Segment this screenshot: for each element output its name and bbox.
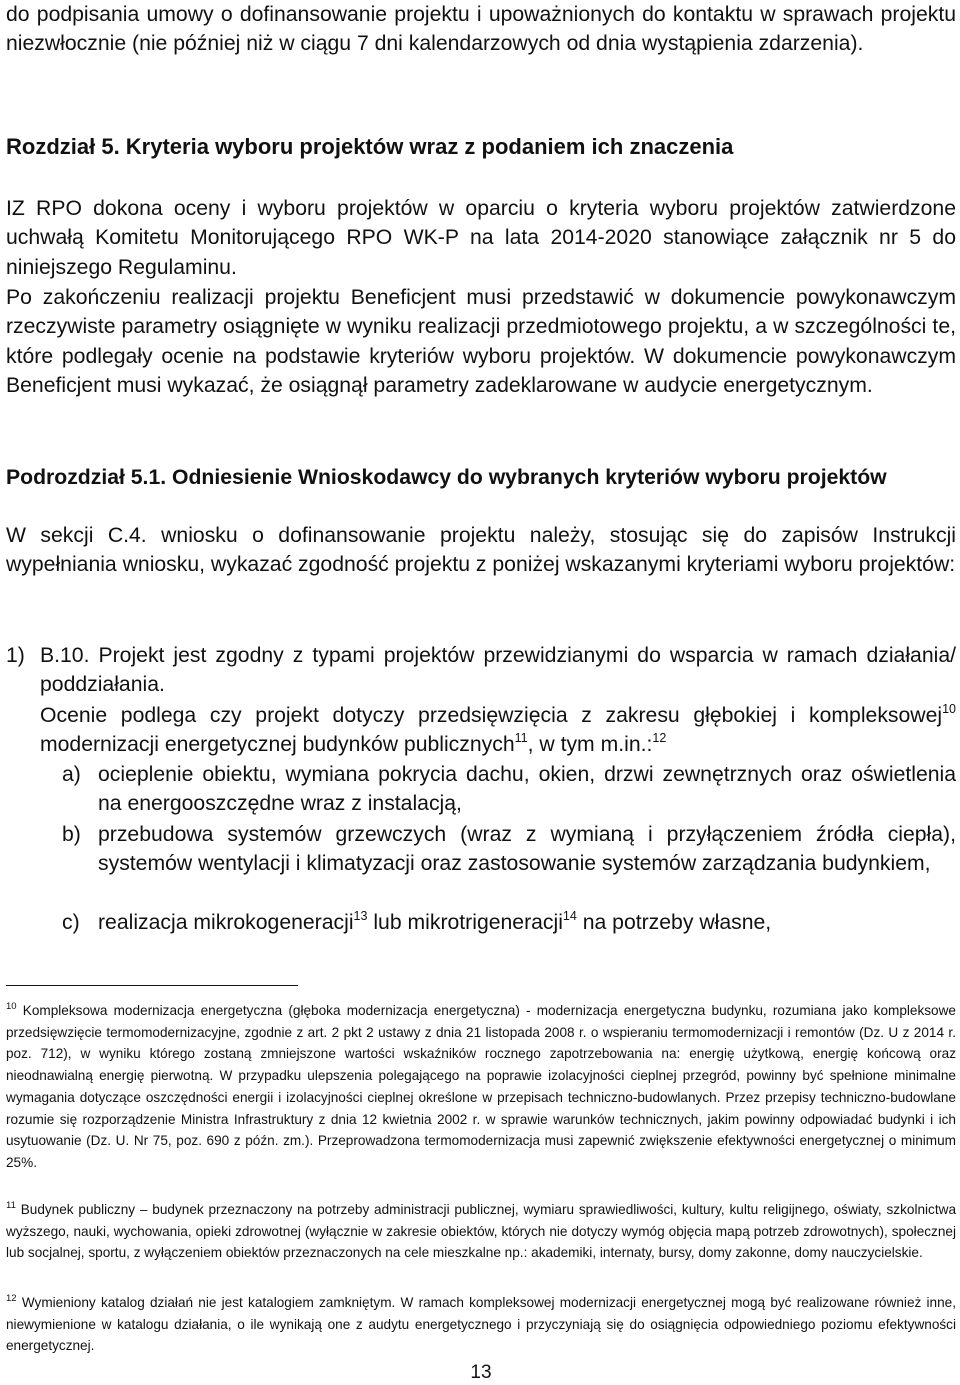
- paragraph-sekcja-c4: W sekcji C.4. wniosku o dofinansowanie projektu należy, stosując się do zapisów Instrukcji wypełniania wniosku, wykazać zgodność projektu z poniżej wskazanymi kryteriami wyboru projektów:: [6, 524, 956, 577]
- subitem-letter-b: b): [62, 823, 81, 846]
- subchapter-heading: Podrozdział 5.1. Odniesienie Wnioskodawcy do wybranych kryteriów wyboru projektów: [6, 466, 887, 489]
- footnote-ref-12: 12: [652, 731, 667, 746]
- footnote-10: [6, 1000, 956, 1174]
- subitem-letter-c: c): [62, 911, 80, 934]
- footnote-number-12: 12: [6, 1293, 17, 1304]
- footnote-number-11: 11: [6, 1200, 16, 1211]
- ocenie-text-a: Ocenie podlega czy projekt dotyczy przedsięwzięcia z zakresu głębokiej i kompleksowej: [40, 704, 943, 727]
- criterion-b10: B.10. Projekt jest zgodny z typami projektów przewidzianymi do wsparcia w ramach działania/ poddziałania.: [40, 644, 956, 697]
- paragraph-beneficjent: Po zakończeniu realizacji projektu Beneficjent musi przedstawić w dokumencie powykonawczym rzeczywiste parametry osiągnięte w wyniku realizacji przedmiotowego projektu, a w szczególności te, które podlegały ocenie na podstawie kryteriów wyboru projektów. W dokumencie powykonawczym Beneficjent musi wykazać, że osiągnął parametry zadeklarowane w audycie energetycznym.: [6, 286, 956, 398]
- chapter-heading: Rozdział 5. Kryteria wyboru projektów wraz z podaniem ich znaczenia: [6, 134, 734, 159]
- footnote-ref-13: 13: [353, 909, 368, 923]
- footnote-separator: [6, 985, 298, 986]
- page-number: 13: [470, 1362, 492, 1383]
- footnote-ref-11: 11: [514, 731, 528, 746]
- paragraph-iz-rpo: IZ RPO dokona oceny i wyboru projektów w oparciu o kryteria wyboru projektów zatwierdzone uchwałą Komitetu Monitorującego RPO WK-P na lata 2014-2020 stanowiące załącznik nr 5 do niniejszego Regulaminu.: [6, 197, 956, 279]
- subitem-a: ocieplenie obiektu, wymiana pokrycia dachu, okien, drzwi zewnętrznych oraz oświetlenia na energooszczędne wraz z instalacją,: [98, 763, 956, 816]
- ocenie-text-b: modernizacji energetycznej budynków publicznych: [40, 733, 515, 757]
- footnote-text-10: Kompleksowa modernizacja energetyczna (głęboka modernizacja energetyczna) - modernizacja energetyczna budynku, rozumiana jako kompleksowe przedsięwzięcie termomodernizacyjne, zgodnie z art. 2 pkt 2 ustawy z dnia 21 listopada 2008 r. o wspieraniu termomodernizacji i remontów (Dz. U z 2014 r. poz. 712), w wyniku którego zostaną zmniejszone wartości wskaźników rocznego zapotrzebowania na: energię użytkową, energię końcową oraz nieodnawialną energię pierwotną. W przypadku ulepszenia polegającego na poprawie izolacyjności cieplnej przegród, powinny być spełnione minimalne wymagania dotyczące oszczędności energii i izolacyjności cieplnej określone w przepisach techniczno-budowlanych. Przez przepisy techniczno-budowlane rozumie się rozporządzenie Ministra Infrastruktury z dnia 12 kwietnia 2002 r. w sprawie warunków technicznych, jakim powinny odpowiadać budynki i ich usytuowanie (Dz. U. Nr 75, poz. 690 z późn. zm.). Przeprowadzona termomodernizacja musi zapewnić zwiększenie efektywności energetycznej o minimum 25%.: [6, 1003, 956, 1170]
- ocenie-paragraph: [40, 701, 956, 760]
- footnote-ref-14: 14: [562, 909, 577, 923]
- footnote-text-11: Budynek publiczny – budynek przeznaczony na potrzeby administracji publicznej, wymiaru sprawiedliwości, kultury, kultu religijnego, oświaty, szkolnictwa wyższego, nauki, wychowania, opieki zdrowotnej (wyłącznie w zakresie obiektów, których nie dotyczy wymóg objęcia mapą potrzeb zdrowotnych), społecznej lub socjalnej, sportu, z wyłączeniem obiektów przeznaczonych na cele mieszkalne np.: akademiki, internaty, bursy, domy zakonne, domy nauczycielskie.: [6, 1202, 957, 1261]
- subitem-c-text-b: lub mikrotrigeneracji: [367, 911, 563, 934]
- footnote-number-10: 10: [6, 1001, 17, 1012]
- subitem-letter-a: a): [62, 763, 81, 786]
- intro-paragraph: do podpisania umowy o dofinansowanie projektu i upoważnionych do kontaktu w sprawach projektu niezwłocznie (nie później niż w ciągu 7 dni kalendarzowych od dnia wystąpienia zdarzenia).: [6, 3, 956, 56]
- subitem-b: przebudowa systemów grzewczych (wraz z wymianą i przyłączeniem źródła ciepła), systemów wentylacji i klimatyzacji oraz zastosowanie systemów zarządzania budynkiem,: [98, 823, 956, 876]
- footnote-12: [6, 1292, 956, 1357]
- list-number-1: 1): [6, 644, 25, 667]
- footnote-ref-10: 10: [942, 702, 956, 716]
- subitem-c: [98, 908, 956, 937]
- ocenie-text-c: , w tym m.in.:: [527, 733, 653, 757]
- subitem-c-text-c: na potrzeby własne,: [576, 911, 772, 934]
- footnote-text-12: Wymieniony katalog działań nie jest katalogiem zamkniętym. W ramach kompleksowej modernizacji energetycznej mogą być realizowane również inne, niewymienione w katalogu działania, o ile wynikają one z audytu energetycznego i przyczyniają się do osiągnięcia odpowiedniego poziomu efektywności energetycznej.: [6, 1295, 956, 1354]
- subitem-c-text-a: realizacja mikrokogeneracji: [98, 911, 354, 934]
- footnote-11: [6, 1199, 956, 1264]
